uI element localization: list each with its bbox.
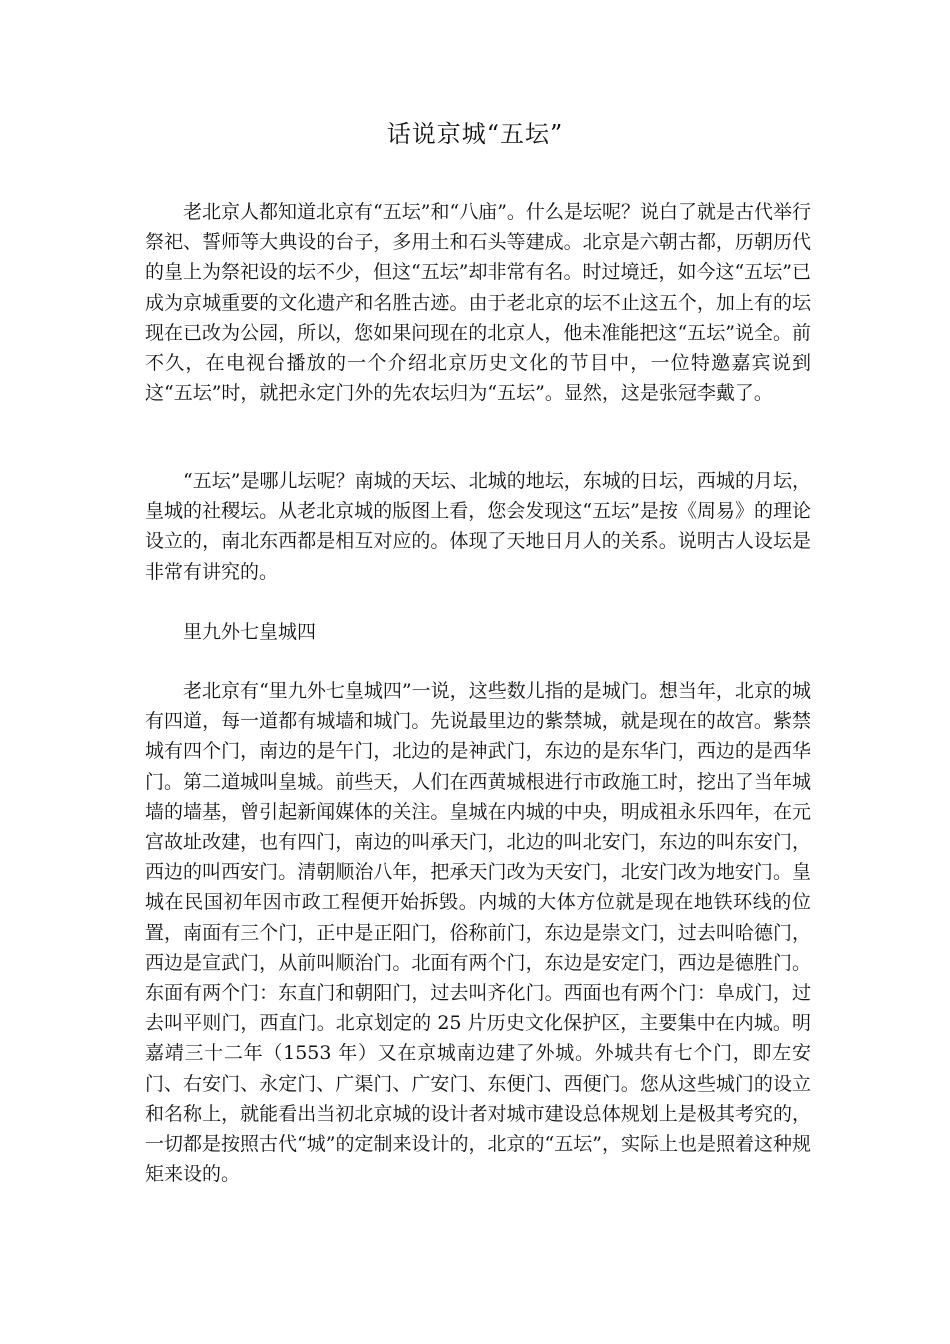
paragraph-five-altars-list: “五坛”是哪儿坛呢？南城的天坛、北城的地坛，东城的日坛，西城的月坛，皇城的社稷坛。从老北京城的版图上看，您会发现这“五坛”是按《周易》的理论设立的，南北东西都是相互对应的。体现了天地日月人的关系。说明古人设坛是非常有讲究的。 (145, 470, 811, 583)
paragraph-city-gates: 老北京有“里九外七皇城四”一说，这些数儿指的是城门。想当年，北京的城有四道，每一道都有城墙和城门。先说最里边的紫禁城，就是现在的故宫。紫禁城有四个门，南边的是午门，北边的是神武门，东边的是东华门，西边的是西华门。第二道城叫皇城。前些天，人们在西黄城根进行市政施工时，挖出了当年城墙的墙基，曾引起新闻媒体的关注。皇城在内城的中央，明成祖永乐四年，在元宫故址改建，也有四门，南边的叫承天门，北边的叫北安门，东边的叫东安门，西边的叫西安门。清朝顺治八年，把承天门改为天安门，北安门改为地安门。皇城在民国初年因市政工程便开始拆毁。内城的大体方位就是现在地铁环线的位置，南面有三个门，正中是正阳门，俗称前门，东边是崇文门，过去叫哈德门，西边是宣武门，从前叫顺治门。北面有两个门，东边是安定门，西边是德胜门。东面有两个门：东直门和朝阳门，过去叫齐化门。西面也有两个门：阜成门，过去叫平则门，西直门。北京划定的 25 片历史文化保护区，主要集中在内城。明嘉靖三十二年（1553 年）又在京城南边建了外城。外城共有七个门，即左安门、右安门、永定门、广渠门、广安门、东便门、西便门。您从这些城门的设立和名称上，就能看出当初北京城的设计者对城市建设总体规划上是极其考究的，一切都是按照古代“城”的定制来设计的，北京的“五坛”，实际上也是照着这种规矩来设的。 (145, 680, 811, 1186)
document-title: 话说京城“五坛” (386, 120, 564, 148)
paragraph-five-altars-intro: 老北京人都知道北京有“五坛”和“八庙”。什么是坛呢？说白了就是古代举行祭祀、誓师等大典设的台子，多用土和石头等建成。北京是六朝古都，历朝历代的皇上为祭祀设的坛不少，但这“五坛”却非常有名。时过境迁，如今这“五坛”已成为京城重要的文化遗产和名胜古迹。由于老北京的坛不止这五个，加上有的坛现在已改为公园，所以，您如果问现在的北京人，他未准能把这“五坛”说全。前不久，在电视台播放的一个介绍北京历史文化的节目中，一位特邀嘉宾说到这“五坛”时，就把永定门外的先农坛归为“五坛”。显然，这是张冠李戴了。 (145, 201, 811, 405)
section-heading-city-gates: 里九外七皇城四 (183, 621, 317, 643)
